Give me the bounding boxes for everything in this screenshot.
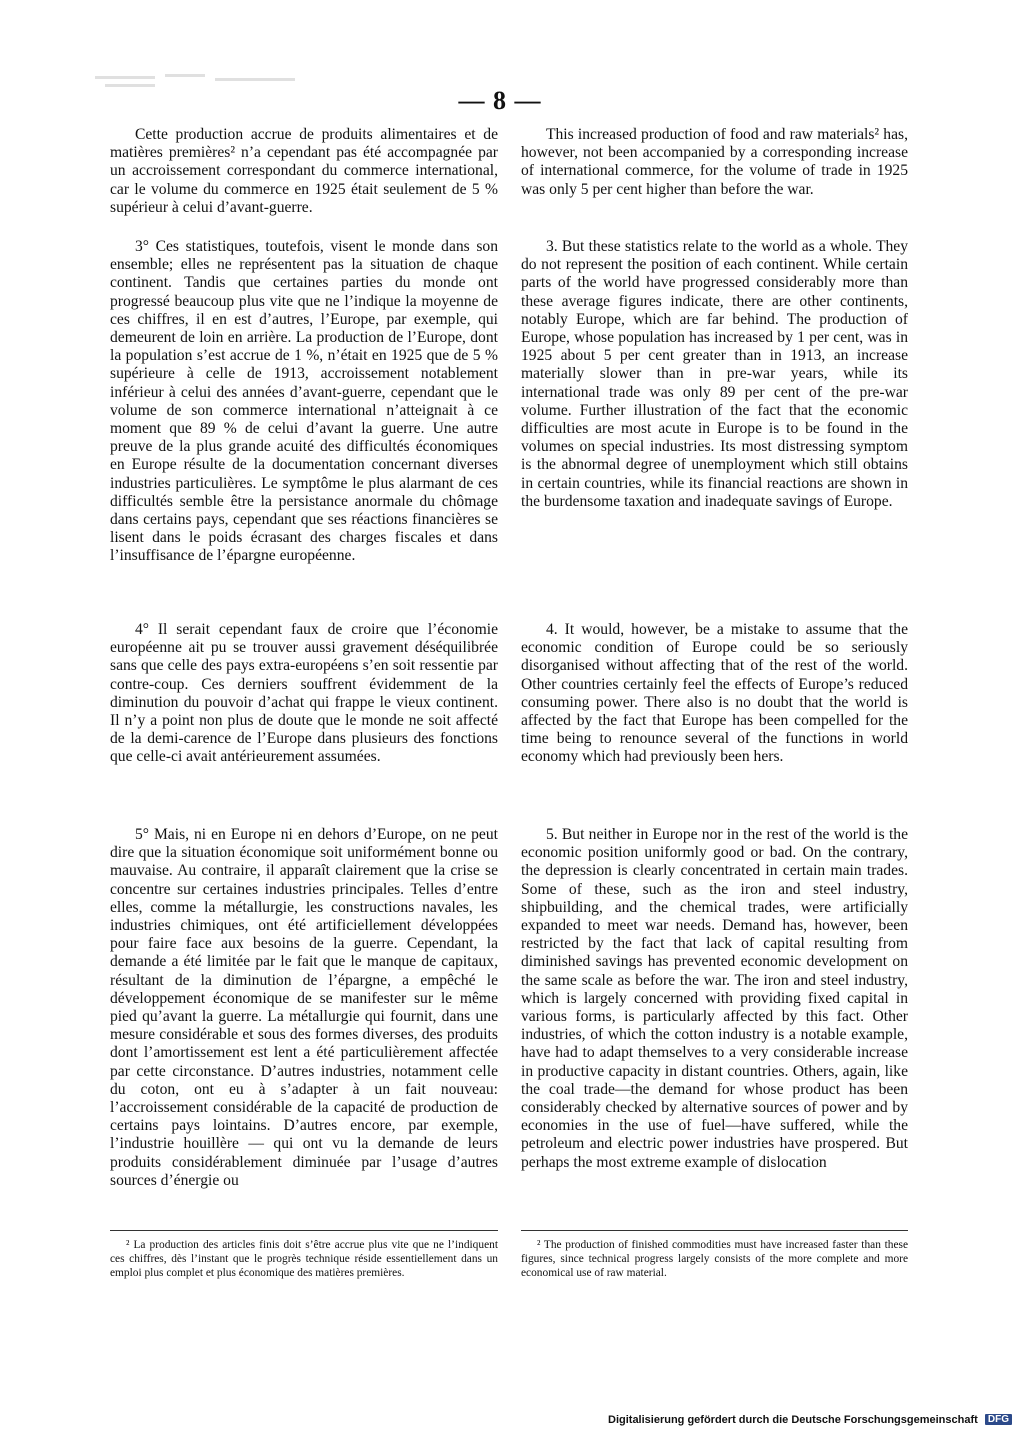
faded-stamp [95, 70, 325, 92]
french-paragraph-3: 4° Il serait cependant faux de croire que l’économie européenne ait pu se trouver aussi gravement déséquilibrée sans que celle des pays extra-européens s’en soit ressentie par contre-coup. Ces derniers souffrent évidemment de la diminution du pouvoir d’achat qui frappe le vieux continent. Il n’y a point non plus de doute que le monde ne soit affecté de la demi-carence de l’Europe dans plusieurs des fonctions que celle-ci avait antérieurement assumées. [110, 621, 498, 766]
english-footnote-rule [521, 1230, 908, 1231]
french-footnote-text: ² La production des articles finis doit s’être accrue plus vite que ne l’indiquent ces chiffres, dès l’instant que le progrès technique réside essentiellement dans un emploi plus complet et plus économique des matières premières. [110, 1239, 498, 1279]
page-number: — 8 — [458, 86, 542, 115]
english-footnote [521, 1238, 908, 1280]
french-paragraph-1: Cette production accrue de produits alimentaires et de matières premières² n’a cependant pas été accompagnée par un accroissement correspondant du commerce international, car le volume du commerce en 1925 était seulement de 5 % supérieur à celui d’avant-guerre. [110, 126, 498, 216]
english-paragraph-4: 5. But neither in Europe nor in the rest of the world is the economic position uniformly good or bad. On the contrary, the depression is clearly concentrated in certain main trades. Some of these, such as the iron and steel industry, shipbuilding, and the chemical trades, were artificially expanded to meet war needs. Demand has, however, been restricted by the fact that lack of capital resulting from diminished savings has prevented economic development on the same scale as before the war. The iron and steel industry, which is largely concerned with providing fixed capital in various forms, is particularly affected by this fact. Other industries, of which the cotton industry is a notable example, have had to adapt themselves to a very considerable increase in productive capacity in distant countries. Others, again, like the coal trade—the demand for whose product has been considerably checked by alternative sources of power and by economies in the use of fuel—have suffered, while the petroleum and electric power industries have prospered. But perhaps the most extreme example of dislocation [521, 826, 908, 1171]
french-footnote-rule [110, 1230, 498, 1231]
french-paragraph-2: 3° Ces statistiques, toutefois, visent le monde dans son ensemble; elles ne représentent pas la situation de chaque continent. Tandis que certaines parties du monde ont progressé beaucoup plus vite que ne l’indique la moyenne de ces chiffres, il en est d’autres, l’Europe, par exemple, qui demeurent de loin en arrière. La production de l’Europe, dont la population s’est accrue de 1 %, n’était en 1925 que de 5 % supérieure à celle de 1913, accroissement notablement inférieur à celui des années d’avant-guerre, cependant que le volume de son commerce international n’atteignait à ce moment que 89 % de celui d’avant la guerre. Une autre preuve de la plus grande acuité des difficultés économiques en Europe résulte de la documentation concernant diverses industries particulières. Le symptôme le plus alarmant de ces difficultés semble être la persistance anormale du chômage dans certains pays, cependant que ses réactions financières se lisent dans le poids écrasant des charges fiscales et dans l’insuffisance de l’épargne européenne. [110, 238, 498, 565]
english-footnote-text: ² The production of finished commodities must have increased faster than these figures, since technical progress largely consists of the more complete and more economical use of raw material. [521, 1239, 908, 1279]
english-paragraph-3: 4. It would, however, be a mistake to assume that the economic condition of Europe could be so seriously disorganised without affecting that of the rest of the world. Other countries certainly feel the effects of Europe’s reduced consuming power. There also is no doubt that the world is affected by the fact that Europe has been compelled for the time being to renounce several of the functions in world economy which had previously been hers. [521, 621, 908, 766]
credit-text: Digitalisierung gefördert durch die Deutsche Forschungsgemeinschaft [608, 1414, 978, 1426]
french-paragraph-4: 5° Mais, ni en Europe ni en dehors d’Europe, on ne peut dire que la situation économique soit uniformément bonne ou mauvaise. Au contraire, il apparaît clairement que la crise se concentre sur certaines industries principales. Telles d’entre elles, comme la métallurgie, les constructions navales, les industries chimiques, ont été artificiellement développées pour faire face aux besoins de la guerre. Cependant, la demande a été limitée par le fait que le manque de capitaux, résultant de la diminution de l’épargne, a empêché le développement économique de se manifester sur le même pied qu’avant la guerre. La métallurgie qui fournit, dans une mesure considérable et sous des formes diverses, des produits dont l’amortissement est lent a été particulièrement affectée par cette circonstance. D’autres industries, notamment celle du coton, ont eu à s’adapter à un fait nouveau: l’accroissement considérable de la capacité de production de certains pays lointains. D’autres encore, par exemple, l’industrie houillère — qui ont vu la demande de leurs produits considérablement diminuée par l’usage d’autres sources d’énergie ou [110, 826, 498, 1189]
digitization-credit [608, 1414, 1012, 1426]
english-paragraph-1: This increased production of food and raw materials² has, however, not been accompanied by a corresponding increase of international commerce, for the volume of trade in 1925 was only 5 per cent higher than before the war. [521, 126, 908, 198]
french-footnote [110, 1238, 498, 1280]
english-paragraph-2: 3. But these statistics relate to the world as a whole. They do not represent the position of each continent. While certain parts of the world have progressed considerably more than these average figures indicate, there are other continents, notably Europe, which are far behind. The production of Europe, whose population has increased by 1 per cent, was in 1925 about 5 per cent greater than in 1913, an increase materially slower than in pre-war years, while its international trade was only 89 per cent of the pre-war volume. Further illustration of the fact that the economic difficulties are most acute in Europe is to be found in the volumes on special industries. Its most distressing symptom is the abnormal degree of unemployment which still obtains in certain countries, while its financial reactions are shown in the burdensome taxation and inadequate savings of Europe. [521, 238, 908, 510]
dfg-logo: DFG [985, 1414, 1012, 1425]
